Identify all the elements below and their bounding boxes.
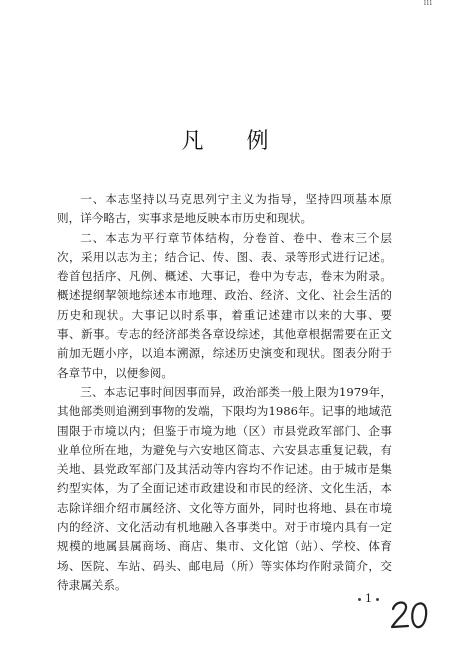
corner-mark: lll [424,0,433,7]
paragraph-1: 一、本志坚持以马克思列宁主义为指导，坚持四项基本原则，详今略古，实事求是地反映本市历史和现状。 [57,192,392,226]
handwritten-annotation [389,597,431,633]
paragraph-2: 二、本志为平行章节体结构，分卷首、卷中、卷末三个层次，采用以志为主；结合记、传、图、表、录等形式进行记述。卷首包括序、凡例、概述、大事记，卷中为专志，卷末为附录。概述提纲挈领地综述本市地理、政治、经济、文化、社会生活的历史和现状。大事记以时系事，着重记述建市以来的大事、要事、新事。专志的经济部类各章设综述，其他章根据需要在正文前加无题小序，以追本溯源，综述历史演变和现状。图表分附于各章节中，以便参阅。 [57,230,392,380]
page-title: 凡 例 [181,129,287,154]
page-number: 1 [354,592,383,605]
paragraph-3: 三、本志记事时间因事而异，政治部类一般上限为1979年，其他部类则追溯到事物的发端，下限均为1986年。记事的地域范围限于市境以内；但鉴于市境为地（区）市县党政军部门、企事业单位所在地，为避免与六安地区简志、六安县志重复记载，有关地、县党政军部门及其活动等内容均不作记述。由于城市是集约型实体，为了全面记述市政建设和市民的经济、文化生活，本志除详细介绍市属经济、文化等方面外，同时也将地、县在市境内的经济、文化活动有机地融入各事类中。对于市境内具有一定规模的地属县属商场、商店、集市、文化馆（站）、学校、体育场、医院、车站、码头、邮电局（所）等实体均作附录简介，交待隶属关系。 [57,384,392,592]
body-text [57,190,392,595]
